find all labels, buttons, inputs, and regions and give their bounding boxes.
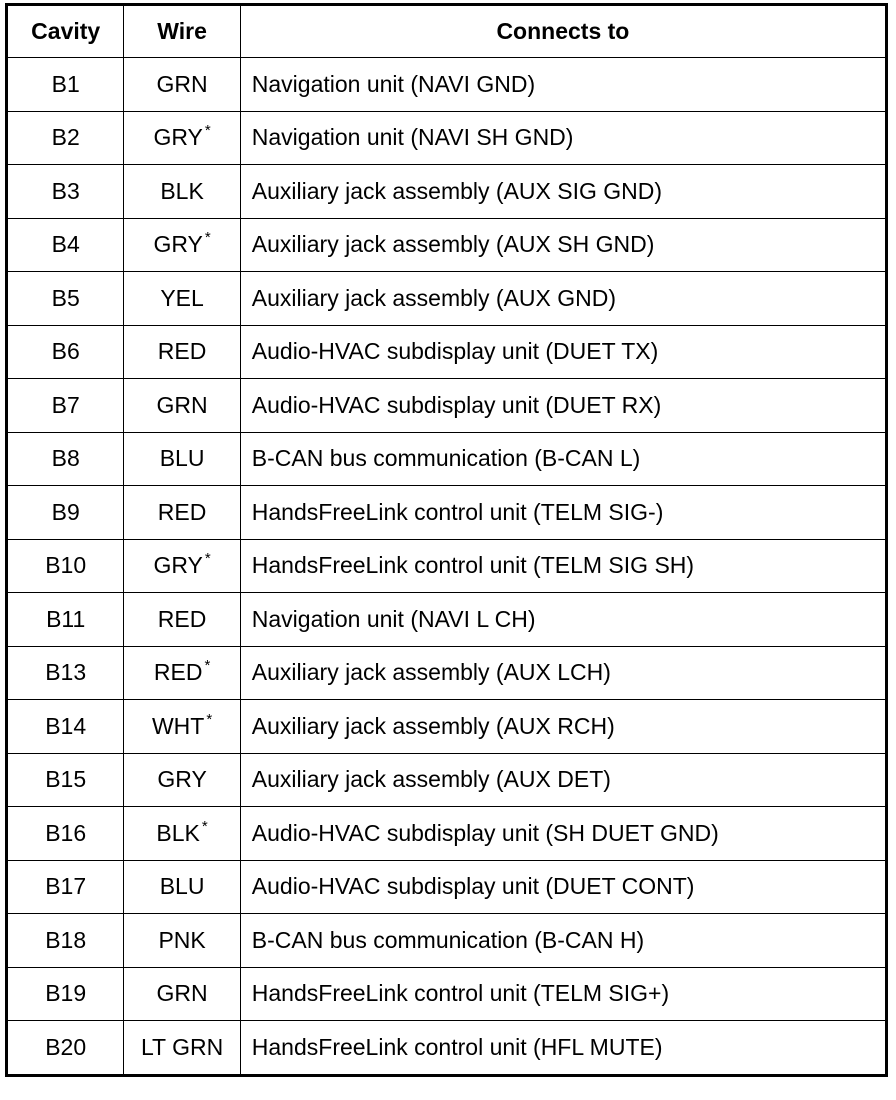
cavity-cell: B3 (7, 165, 124, 219)
cavity-cell: B10 (7, 539, 124, 593)
connects-to-cell: HandsFreeLink control unit (TELM SIG SH) (240, 539, 886, 593)
wire-color-cell (124, 646, 240, 700)
table-row (7, 1021, 887, 1076)
cavity-cell: B5 (7, 272, 124, 326)
connects-to-cell: Auxiliary jack assembly (AUX LCH) (240, 646, 886, 700)
wire-color-cell (124, 325, 240, 379)
shielded-wire-marker: * (204, 550, 211, 568)
wire-color-label: RED (153, 659, 203, 686)
cavity-cell: B2 (7, 111, 124, 165)
wire-color-label: LT GRN (140, 1033, 224, 1060)
cavity-cell: B14 (7, 700, 124, 754)
cavity-cell: B20 (7, 1021, 124, 1076)
table-row (7, 593, 887, 647)
table-body (7, 58, 887, 1076)
wire-color-cell (124, 58, 240, 112)
wire-color-cell (124, 486, 240, 540)
connects-to-column-header: Connects to (240, 5, 886, 58)
table-row (7, 700, 887, 754)
cavity-cell: B18 (7, 914, 124, 968)
shielded-wire-marker: * (204, 229, 211, 247)
wire-color-cell (124, 700, 240, 754)
table-header-row (7, 5, 887, 58)
wire-color-label: PNK (158, 926, 206, 953)
shielded-wire-marker: * (204, 122, 211, 140)
connects-to-cell: Navigation unit (NAVI SH GND) (240, 111, 886, 165)
wire-color-cell (124, 379, 240, 433)
wire-color-cell (124, 753, 240, 807)
table-row (7, 165, 887, 219)
wire-color-label: RED (157, 498, 207, 525)
connects-to-cell: B-CAN bus communication (B-CAN H) (240, 914, 886, 968)
wire-color-label: GRY (153, 552, 203, 579)
table-row (7, 914, 887, 968)
connector-pinout-table (5, 3, 888, 1077)
wire-color-label: GRY (153, 124, 203, 151)
table-row (7, 967, 887, 1021)
wire-color-label: BLK (156, 819, 200, 846)
connects-to-cell: B-CAN bus communication (B-CAN L) (240, 432, 886, 486)
shielded-wire-marker: * (206, 710, 213, 728)
wire-color-cell (124, 111, 240, 165)
wire-color-cell (124, 593, 240, 647)
cavity-cell: B1 (7, 58, 124, 112)
shielded-wire-marker: * (204, 657, 211, 675)
connects-to-cell: Auxiliary jack assembly (AUX SIG GND) (240, 165, 886, 219)
cavity-cell: B17 (7, 860, 124, 914)
connects-to-cell: HandsFreeLink control unit (TELM SIG-) (240, 486, 886, 540)
wire-color-label: GRN (156, 980, 208, 1007)
cavity-cell: B8 (7, 432, 124, 486)
wire-color-label: GRN (156, 391, 208, 418)
cavity-cell: B15 (7, 753, 124, 807)
table-row (7, 646, 887, 700)
cavity-cell: B19 (7, 967, 124, 1021)
table-row (7, 539, 887, 593)
wire-color-cell (124, 967, 240, 1021)
table-row (7, 753, 887, 807)
connects-to-cell: Auxiliary jack assembly (AUX GND) (240, 272, 886, 326)
table-row (7, 432, 887, 486)
wire-color-label: RED (157, 338, 207, 365)
table-row (7, 218, 887, 272)
connects-to-cell: Audio-HVAC subdisplay unit (DUET CONT) (240, 860, 886, 914)
table-row (7, 325, 887, 379)
cavity-cell: B9 (7, 486, 124, 540)
connects-to-cell: HandsFreeLink control unit (HFL MUTE) (240, 1021, 886, 1076)
wire-color-label: GRN (156, 70, 208, 97)
wire-color-label: GRY (153, 231, 203, 258)
cavity-column-header: Cavity (7, 5, 124, 58)
wire-color-label: BLU (159, 445, 205, 472)
connects-to-cell: Navigation unit (NAVI GND) (240, 58, 886, 112)
wire-color-label: WHT (151, 712, 205, 739)
wire-color-cell (124, 539, 240, 593)
wire-color-cell (124, 165, 240, 219)
connects-to-cell: Audio-HVAC subdisplay unit (SH DUET GND) (240, 807, 886, 861)
connects-to-cell: Auxiliary jack assembly (AUX DET) (240, 753, 886, 807)
wire-color-cell (124, 914, 240, 968)
connects-to-cell: Auxiliary jack assembly (AUX RCH) (240, 700, 886, 754)
cavity-cell: B13 (7, 646, 124, 700)
wire-column-header: Wire (124, 5, 240, 58)
connects-to-cell: Auxiliary jack assembly (AUX SH GND) (240, 218, 886, 272)
wire-color-label: BLU (159, 873, 205, 900)
cavity-cell: B6 (7, 325, 124, 379)
table-row (7, 58, 887, 112)
wire-color-label: YEL (160, 284, 204, 311)
wire-color-cell (124, 218, 240, 272)
table-row (7, 272, 887, 326)
wire-color-cell (124, 860, 240, 914)
cavity-cell: B7 (7, 379, 124, 433)
wire-color-label: RED (157, 605, 207, 632)
wire-color-label: BLK (160, 177, 204, 204)
wire-color-cell (124, 807, 240, 861)
connects-to-cell: Audio-HVAC subdisplay unit (DUET TX) (240, 325, 886, 379)
wire-color-cell (124, 272, 240, 326)
table-row (7, 486, 887, 540)
shielded-wire-marker: * (201, 817, 208, 835)
table-row (7, 860, 887, 914)
cavity-cell: B4 (7, 218, 124, 272)
cavity-cell: B16 (7, 807, 124, 861)
wire-color-cell (124, 432, 240, 486)
wire-color-label: GRY (157, 766, 207, 793)
table-row (7, 807, 887, 861)
table-row (7, 379, 887, 433)
connects-to-cell: Audio-HVAC subdisplay unit (DUET RX) (240, 379, 886, 433)
connects-to-cell: HandsFreeLink control unit (TELM SIG+) (240, 967, 886, 1021)
cavity-cell: B11 (7, 593, 124, 647)
table-row (7, 111, 887, 165)
connects-to-cell: Navigation unit (NAVI L CH) (240, 593, 886, 647)
wire-color-cell (124, 1021, 240, 1076)
